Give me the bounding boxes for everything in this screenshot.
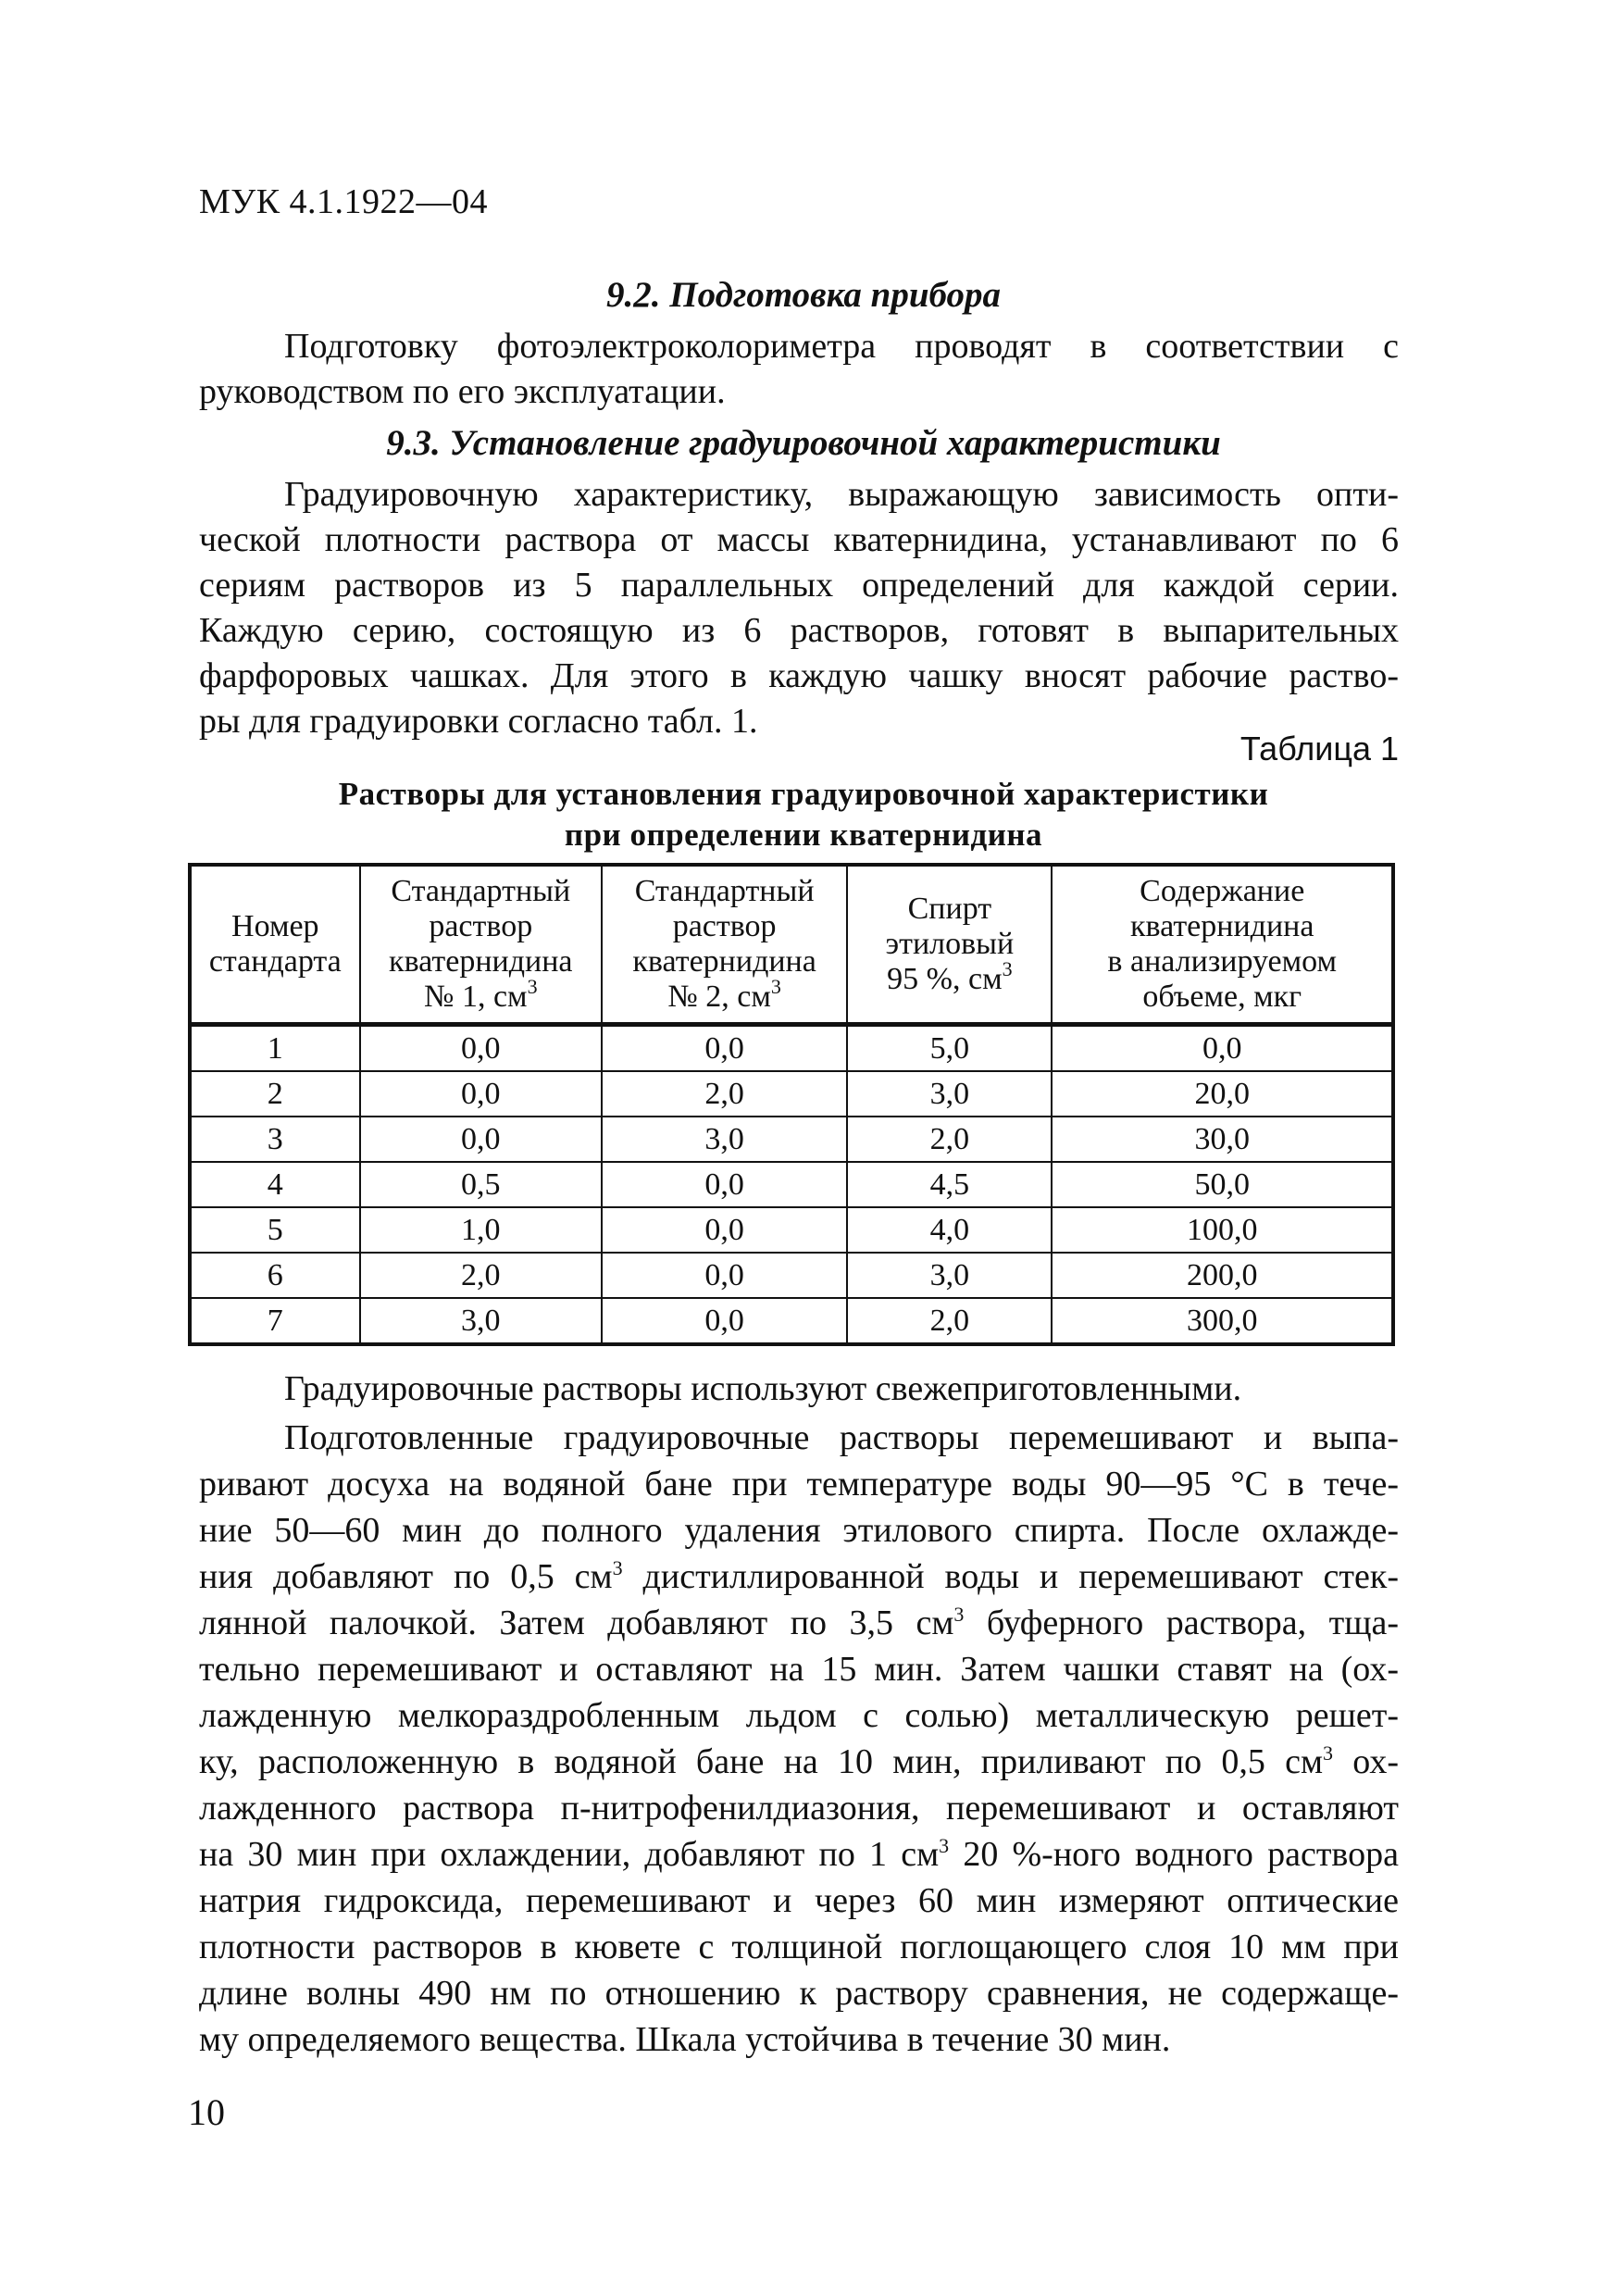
table-row [190,1071,1393,1117]
table-row [190,1025,1393,1072]
table-cell: 0,0 [360,1025,602,1072]
text-line: на 30 мин при охлаждении, добавляют по 1 $см^3$ 20 %-ного водного раствора [199,1834,1399,1874]
text-line: му определяемого вещества. Шкала устойчива в течение 30 мин. [199,2020,1171,2059]
text-line: тельно перемешивают и оставляют на 15 мин. Затем чашки ставят на (ох- [199,1650,1399,1689]
table-cell: 200,0 [1052,1253,1393,1298]
header-content: Содержание кватернидина в анализируемом объеме, мкг [1052,865,1393,1025]
table-cell: 4,5 [847,1162,1052,1207]
text-line: плотности растворов в кювете с толщиной поглощающего слоя 10 мм при [199,1928,1399,1966]
table-cell: 1,0 [360,1207,602,1253]
text-line: ния добавляют по 0,5 $см^3$ дистиллированной воды и перемешивают стек- [199,1556,1399,1596]
table-cell: 30,0 [1052,1117,1393,1162]
table-cell: 0,0 [360,1117,602,1162]
table-cell: 6 [190,1253,360,1298]
table-cell: 2,0 [847,1117,1052,1162]
table-cell: 2,0 [847,1298,1052,1344]
table-cell: 0,0 [1052,1025,1393,1072]
table-cell: 0,0 [602,1025,847,1072]
text-line: ривают досуха на водяной бане при температуре воды 90—95 °С в тече- [199,1465,1399,1504]
section-9-3-paragraph [199,472,1399,744]
table-cell: 5 [190,1207,360,1253]
table-cell: 3,0 [360,1298,602,1344]
text-line: Подготовку фотоэлектроколориметра проводят в соответствии с [284,327,1399,366]
table-cell: 0,0 [360,1071,602,1117]
text-line: Подготовленные градуировочные растворы перемешивают и выпа- [284,1418,1399,1457]
table-cell: 4 [190,1162,360,1207]
table-cell: 2,0 [360,1253,602,1298]
table-cell: 0,0 [602,1298,847,1344]
text-line: натрия гидроксида, перемешивают и через 60 мин измеряют оптические [199,1881,1399,1920]
header-standard-number: Номер стандарта [190,865,360,1025]
text-line: фарфоровых чашках. Для этого в каждую чашку вносят рабочие раство- [199,656,1399,695]
table-cell: 2 [190,1071,360,1117]
table-title [0,774,1607,855]
table-label: Таблица 1 [1240,730,1399,767]
table-header-row [190,865,1393,1025]
after-table-paragraph-1 [199,1366,1399,1412]
table-cell: 2,0 [602,1071,847,1117]
text-line: Каждую серию, состоящую из 6 растворов, готовят в выпарительных [199,611,1399,650]
table-cell: 3,0 [847,1253,1052,1298]
standards-table [188,863,1395,1346]
table-title-line: при определении кватернидина [564,817,1043,853]
text-line: руководством по его эксплуатации. [199,372,726,411]
text-line: лянной палочкой. Затем добавляют по 3,5 $см^3$ буферного раствора, тща- [199,1603,1399,1642]
table-cell: 0,0 [602,1253,847,1298]
table-title-line: Растворы для установления градуировочной характеристики [338,776,1269,812]
header-ethyl-alcohol: Спирт этиловый 95 %, $см^3$ [847,865,1052,1025]
table-cell: 100,0 [1052,1207,1393,1253]
text-line: лажденного раствора п-нитрофенилдиазония, перемешивают и оставляют [199,1789,1399,1828]
table-cell: 0,5 [360,1162,602,1207]
table-cell: 300,0 [1052,1298,1393,1344]
after-table-paragraph-2 [199,1415,1399,2063]
text-line: Градуировочные растворы используют свежеприготовленными. [284,1369,1242,1408]
text-line: ку, расположенную в водяной бане на 10 мин, приливают по 0,5 $см^3$ ох- [199,1741,1399,1781]
table-row [190,1117,1393,1162]
table-cell: 4,0 [847,1207,1052,1253]
page-number: 10 [188,2091,225,2133]
table-cell: 3,0 [847,1071,1052,1117]
table-row [190,1298,1393,1344]
section-9-3-heading: 9.3. Установление градуировочной характеристики [386,423,1221,463]
table-cell: 7 [190,1298,360,1344]
text-line: ры для градуировки согласно табл. 1. [199,702,758,741]
document-code: МУК 4.1.1922—04 [199,182,489,221]
table-cell: 3,0 [602,1117,847,1162]
section-9-2-paragraph [199,324,1399,415]
table-cell: 1 [190,1025,360,1072]
table-cell: 20,0 [1052,1071,1393,1117]
section-9-2-heading: 9.2. Подготовка прибора [606,275,1001,315]
text-line: ние 50—60 мин до полного удаления этилового спирта. После охлажде- [199,1511,1399,1550]
table-cell: 5,0 [847,1025,1052,1072]
text-line: лажденную мелкораздробленным льдом с солью) металлическую решет- [199,1696,1399,1735]
table-cell: 0,0 [602,1207,847,1253]
table-cell: 0,0 [602,1162,847,1207]
text-line: Градуировочную характеристику, выражающую зависимость опти- [284,475,1399,514]
text-line: длине волны 490 нм по отношению к раствору сравнения, не содержаще- [199,1974,1399,2013]
table-row [190,1162,1393,1207]
header-standard-solution-2: Стандартный раствор кватернидина № 2, $см^3$ [602,865,847,1025]
table-row [190,1253,1393,1298]
table-cell: 50,0 [1052,1162,1393,1207]
text-line: ческой плотности раствора от массы кватернидина, устанавливают по 6 [199,520,1399,559]
table-cell: 3 [190,1117,360,1162]
header-standard-solution-1: Стандартный раствор кватернидина № 1, $см^3$ [360,865,602,1025]
text-line: сериям растворов из 5 параллельных определений для каждой серии. [199,566,1399,605]
table-row [190,1207,1393,1253]
